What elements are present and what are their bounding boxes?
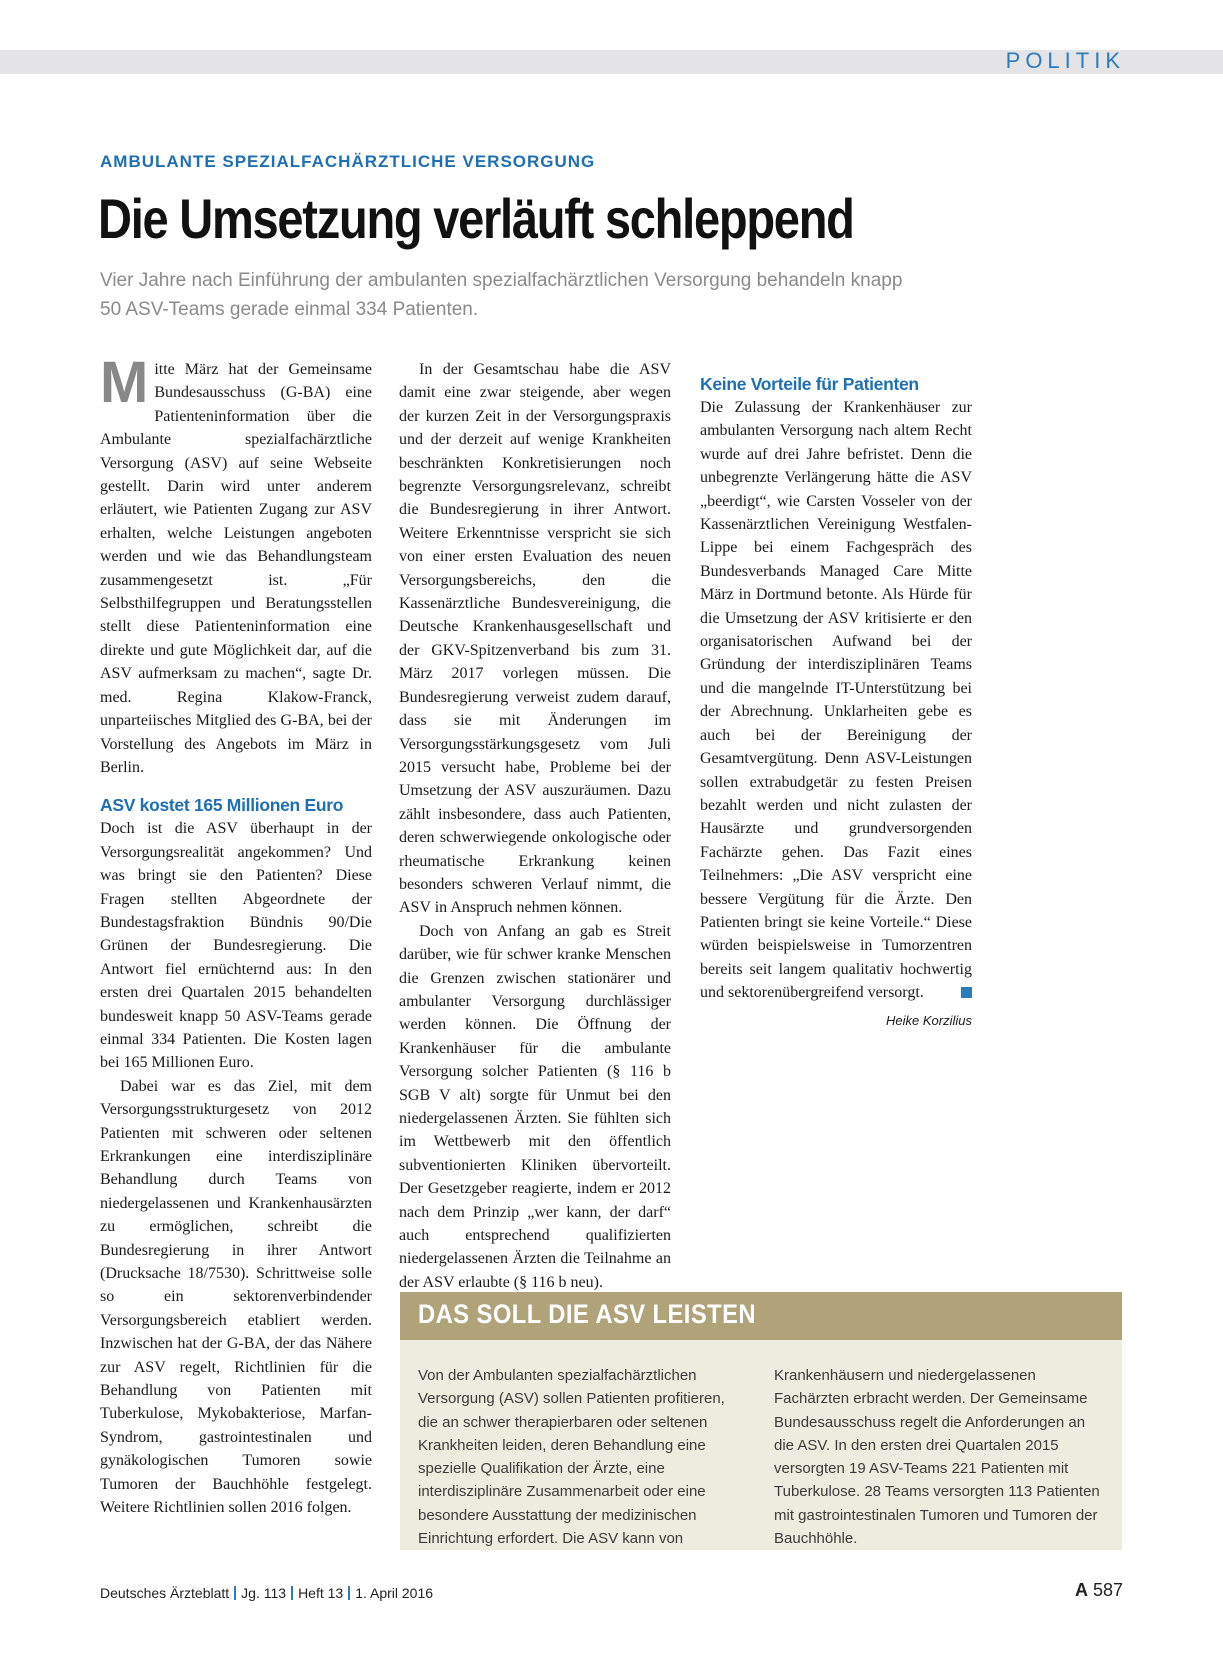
page-prefix: A: [1074, 1580, 1088, 1600]
paragraph: [700, 396, 972, 1005]
paragraph-text: itte März hat der Gemeinsame Bundesausschuss (G-BA) eine Patienteninformation über die Ambulante spezialfachärztliche Versorgung (ASV) auf seine Webseite gestellt. Darin wird unter anderem erläutert, wie Patienten Zugang zur ASV erhalten, welche Leistungen angeboten werden und wie das Behandlungsteam zusammengesetzt ist. „Für Selbsthilfegruppen und Beratungsstellen stellt diese Patienteninformation eine direkte und gute Möglichkeit dar, auf die ASV aufmerksam zu machen“, sagte Dr. med. Regina Klakow-Franck, unparteiisches Mitglied des G-BA, bei der Vorstellung des Angebots im März in Berlin.: [100, 361, 372, 776]
info-box-header: [400, 1292, 1122, 1340]
separator: [348, 1586, 350, 1600]
article-lead: Vier Jahre nach Einführung der ambulanten spezialfachärztlichen Versorgung behandeln knapp 50 ASV-Teams gerade einmal 334 Patienten.: [100, 270, 903, 320]
info-box-title: DAS SOLL DIE ASV LEISTEN: [418, 1299, 756, 1329]
drop-cap: M: [100, 350, 149, 415]
separator: [291, 1586, 293, 1600]
separator: [234, 1586, 236, 1600]
author: Heike Korzilius: [886, 1012, 972, 1028]
paragraph: Dabei war es das Ziel, mit dem Versorgungsstrukturgesetz von 2012 Patienten mit schweren oder seltenen Erkrankungen eine interdisziplinäre Behandlung durch Teams von niedergelassenen und Krankenhausärzten zu ermöglichen, schreibt die Bundesregierung in ihrer Antwort (Drucksache 18/7530). Schrittweise solle so ein sektorenverbindender Versorgungsbereich etabliert werden. Inzwischen hat der G-BA, der das Nähere zur ASV regelt, Richtlinien für die Behandlung von Patienten mit Tuberkulose, Mykobakteriose, Marfan-Syndrom, gastrointestinalen und gynäkologischen Tumoren sowie Tumoren der Bauchhöhle festgelegt. Weitere Richtlinien sollen 2016 folgen.: [100, 1077, 372, 1517]
paragraph: In der Gesamtschau habe die ASV damit eine zwar steigende, aber wegen der kurzen Zeit in der Versorgungspraxis und der derzeit auf wenige Krankheiten beschränkten Konkretisierungen noch begrenzte Versorgungsrelevanz, schreibt die Bundesregierung in ihrer Antwort. Weitere Erkenntnisse verspricht sie sich von einer ersten Evaluation des neuen Versorgungsbereichs, den die Kassenärztliche Bundesvereinigung, die Deutsche Krankenhausgesellschaft und der GKV-Spitzenverband bis zum 31. März 2017 vorlegen müssen. Die Bundesregierung verweist zudem darauf, dass sie mit Änderungen im Versorgungsstärkungsgesetz vom Juli 2015 versucht habe, Probleme bei der Umsetzung der ASV auszuräumen. Dazu zählt insbesondere, dass auch Patienten, deren schwerwiegende onkologische oder rheumatische Erkrankung keinen besonders schweren Verlauf nimmt, die ASV in Anspruch nehmen können.: [399, 361, 671, 917]
paragraph: Doch von Anfang an gab es Streit darüber, wie für schwer kranke Menschen die Grenzen zwischen stationärer und ambulanter Versorgung durchlässiger werden können. Die Öffnung der Krankenhäuser für die ambulante Versorgung solcher Patienten (§ 116 b SGB V alt) sorgte für Unmut bei den niedergelassenen Ärzten. Sie fühlten sich im Wettbewerb mit den öffentlich subventionierten Kliniken übervorteilt. Der Gesetzgeber reagierte, indem er 2012 nach dem Prinzip „wer kann, der darf“ auch entsprechend qualifizierten niedergelassenen Ärzten die Teilnahme an der ASV erlaubte (§ 116 b neu).: [399, 922, 671, 1291]
page-number: [1075, 1580, 1123, 1601]
article-kicker: AMBULANTE SPEZIALFACHÄRZTLICHE VERSORGUNG: [100, 152, 596, 171]
subheading: Keine Vorteile für Patienten: [700, 374, 919, 394]
issue: Heft 13: [298, 1585, 344, 1601]
date: 1. April 2016: [355, 1585, 434, 1601]
info-box-text: Krankenhäusern und niedergelassenen Fachärzten erbracht werden. Der Gemeinsame Bundesausschuss regelt die Anforderungen an die ASV. In den ersten drei Quartalen 2015 versorgten 19 ASV-Teams 221 Patienten mit Tuberkulose. 28 Teams versorgten 113 Patienten mit gastrointestinalen Tumoren und Tumoren der Bauchhöhle.: [774, 1367, 1100, 1548]
article-column-3: [700, 358, 972, 1032]
paragraph: Doch ist die ASV überhaupt in der Versorgungsrealität angekommen? Und was bringt sie den Patienten? Diese Fragen stellten Abgeordnete der Bundestagsfraktion Bündnis 90/Die Grünen der Bundesregierung. Die Antwort fiel ernüchternd aus: In den ersten drei Quartalen 2015 behandelten bundesweit knapp 50 ASV-Teams gerade einmal 334 Patienten. Die Kosten lagen bei 165 Millionen Euro.: [100, 820, 372, 1072]
article-column-1: [100, 350, 372, 1520]
article-column-2: [399, 358, 671, 1294]
journal-name: Deutsches Ärzteblatt: [100, 1585, 230, 1601]
info-box: [400, 1292, 1122, 1550]
footer-citation: [100, 1585, 433, 1601]
info-box-text: Von der Ambulanten spezialfachärztlichen Versorgung (ASV) sollen Patienten profitieren, die an schwer therapierbaren oder seltenen Krankheiten leiden, deren Behandlung eine spezielle Qualifikation der Ärzte, eine interdisziplinäre Zusammenarbeit oder eine besondere Ausstattung der medizinischen Einrichtung erfordert. Die ASV kann von: [418, 1367, 725, 1548]
section-label: POLITIK: [1005, 48, 1125, 73]
subheading: ASV kostet 165 Millionen Euro: [100, 795, 344, 816]
volume: Jg. 113: [241, 1585, 287, 1601]
page-number-value: 587: [1092, 1580, 1123, 1600]
article-title: Die Umsetzung verläuft schleppend: [98, 187, 854, 250]
paragraph-text: Die Zulassung der Krankenhäuser zur ambulanten Versorgung nach altem Recht wurde auf drei Jahre befristet. Denn die unbegrenzte Verlängerung hätte die ASV „beerdigt“, wie Carsten Vosseler von der Kassenärztlichen Vereinigung Westfalen-Lippe bei einem Fachgespräch des Bundesverbands Managed Care Mitte März in Dortmund betonte. Als Hürde für die Umsetzung der ASV kritisierte er den organisatorischen Aufwand bei der Gründung der interdisziplinären Teams und die mangelnde IT-Unterstützung bei der Abrechnung. Unklarheiten gebe es auch bei der Bereinigung der Gesamtvergütung. Denn ASV-Leistungen sollen extrabudgetär zu festen Preisen bezahlt werden und nicht zulasten der Hausärzte und grundversorgenden Fachärzte gehen. Das Fazit eines Teilnehmers: „Die ASV verspricht eine bessere Vergütung für die Ärzte. Den Patienten bringt sie keine Vorteile.“ Diese würden beispielsweise in Tumorzentren bereits seit langem qualitativ hochwertig und sektorenübergreifend versorgt.: [700, 399, 972, 1002]
end-mark-icon: [961, 987, 972, 998]
paragraph: [100, 350, 372, 779]
